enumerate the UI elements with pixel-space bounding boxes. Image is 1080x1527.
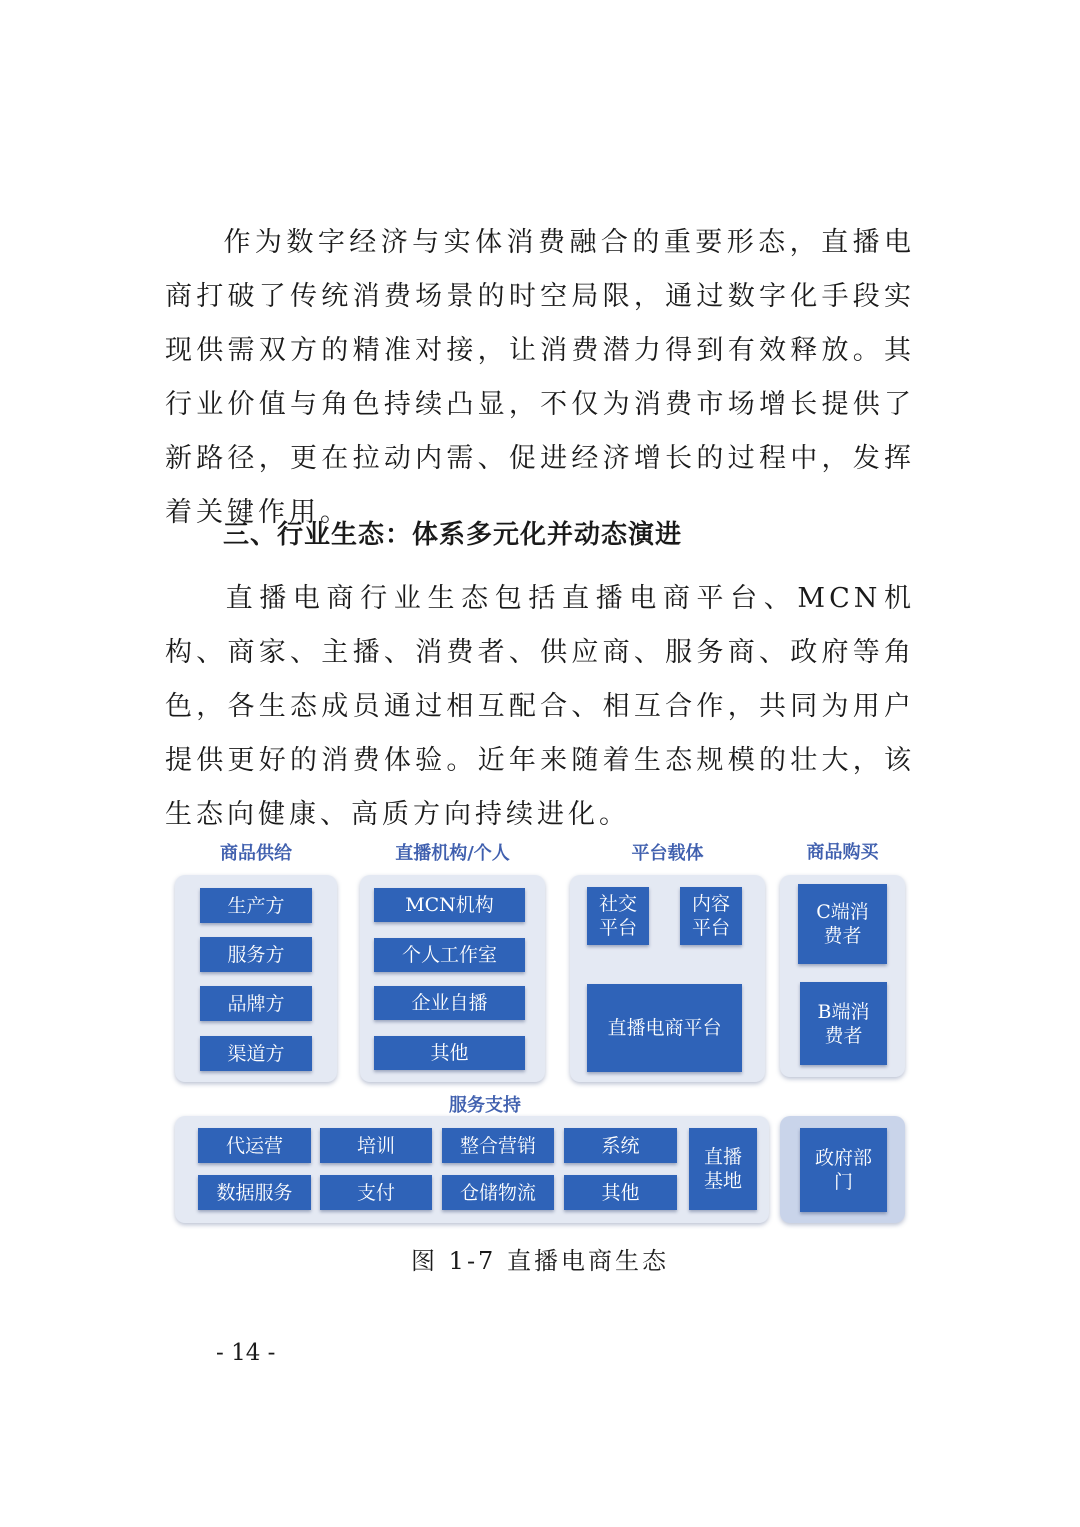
live-item: MCN机构 [374, 888, 525, 922]
service-item: 培训 [320, 1128, 432, 1163]
platform-title: 平台载体 [631, 843, 704, 864]
section-heading: 三、行业生态：体系多元化并动态演进 [223, 520, 683, 550]
government-box: 政府部门 [800, 1128, 887, 1212]
service-item: 数据服务 [198, 1175, 311, 1210]
live-item: 其他 [374, 1036, 525, 1070]
supply-title: 商品供给 [220, 843, 292, 864]
service-item: 其他 [564, 1175, 677, 1210]
supply-item: 渠道方 [200, 1036, 312, 1071]
service-item: 整合营销 [442, 1128, 554, 1163]
purchase-title: 商品购买 [806, 842, 879, 863]
service-item: 代运营 [198, 1128, 311, 1163]
social-platform-box: 社交平台 [587, 887, 649, 945]
live-title: 直播机构/个人 [395, 843, 510, 864]
supply-item: 品牌方 [200, 986, 312, 1021]
figure-caption: 图 1-7 直播电商生态 [411, 1247, 669, 1275]
service-item: 系统 [564, 1128, 677, 1163]
paragraph-text: 直播电商行业生态包括直播电商平台、MCN机构、商家、主播、消费者、供应商、服务商、政府等角色，各生态成员通过相互配合、相互合作，共同为用户提供更好的消费体验。近年来随着生态规模的壮大，该生态向健康、高质方向持续进化。 [165, 583, 915, 830]
paragraph-ecosystem [165, 572, 915, 842]
supply-item: 服务方 [200, 937, 312, 972]
services-title: 服务支持 [449, 1095, 521, 1116]
c-consumer-box: C端消费者 [798, 884, 887, 964]
service-item: 支付 [320, 1175, 432, 1210]
live-ecommerce-platform-box: 直播电商平台 [587, 984, 742, 1072]
live-base-box: 直播基地 [689, 1128, 757, 1210]
b-consumer-box: B端消费者 [800, 982, 887, 1065]
service-item: 仓储物流 [442, 1175, 554, 1210]
supply-item: 生产方 [200, 888, 312, 923]
live-item: 企业自播 [374, 986, 525, 1020]
page-number: - 14 - [216, 1340, 276, 1366]
content-platform-box: 内容平台 [680, 887, 742, 945]
paragraph-ecommerce-value [165, 216, 915, 540]
paragraph-text: 作为数字经济与实体消费融合的重要形态，直播电商打破了传统消费场景的时空局限，通过数字化手段实现供需双方的精准对接，让消费潜力得到有效释放。其行业价值与角色持续凸显，不仅为消费市场增长提供了新路径，更在拉动内需、促进经济增长的过程中，发挥着关键作用。 [165, 227, 915, 528]
live-item: 个人工作室 [374, 938, 525, 972]
